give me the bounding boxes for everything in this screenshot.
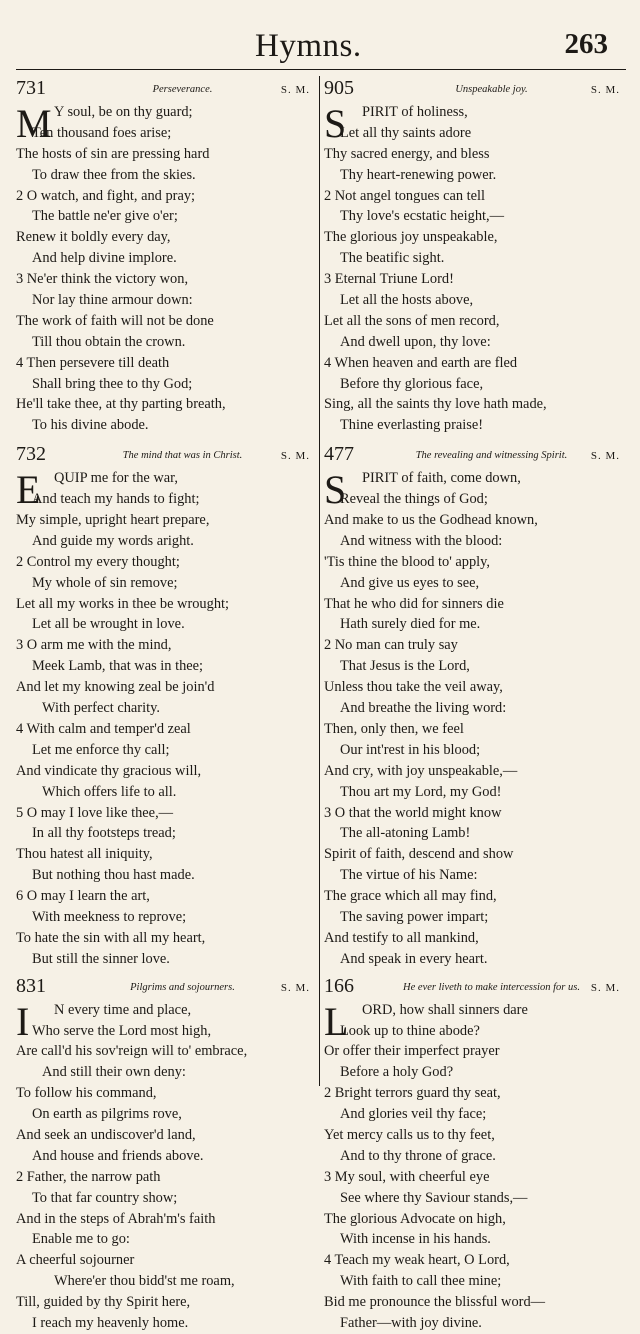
hymn-905 (324, 77, 624, 436)
hymn-line: Bid me pronounce the blissful word— (324, 1294, 546, 1311)
hymn-line: Before a holy God? (340, 1064, 454, 1081)
page-header (0, 28, 640, 68)
hymn-line: Let all my works in thee be wrought; (16, 595, 230, 612)
hymn-line: And glories veil thy face; (340, 1106, 487, 1123)
hymn-line: 5 O may I love like thee,— (16, 804, 174, 821)
hymn-line: 4 Then persevere till death (16, 354, 170, 371)
hymn-line: With incense in his hands. (340, 1231, 491, 1248)
first-line-rest: N every time and place, (54, 1001, 192, 1018)
hymn-number: 732 (16, 443, 46, 466)
hymn-line: Or offer their imperfect prayer (324, 1043, 500, 1060)
hymn-line: 3 Ne'er think the victory won, (16, 271, 189, 288)
hymn-line: The virtue of his Name: (340, 867, 478, 884)
hymn-line: Thou art my Lord, my God! (340, 783, 502, 800)
hymn-line: Nor lay thine armour down: (32, 292, 193, 309)
hymn-line: With meekness to reprove; (32, 908, 187, 925)
hymn-line: Hath surely died for me. (340, 616, 481, 633)
hymn-line: The saving power impart; (340, 908, 489, 925)
hymn-line: Let all thy saints adore (340, 124, 472, 141)
hymn-number: 477 (324, 443, 354, 466)
hymn-line: Who serve the Lord most high, (32, 1022, 212, 1039)
hymn-line: Sing, all the saints thy love hath made, (324, 396, 547, 413)
hymn-heading (324, 77, 624, 102)
hymn-heading (16, 443, 314, 468)
hymn-line: And house and friends above. (32, 1147, 204, 1164)
hymn-line: The beatific sight. (340, 250, 445, 267)
hymn-number: 731 (16, 77, 46, 99)
hymn-line: And make to us the Godhead known, (324, 512, 538, 529)
hymn-line: 3 O that the world might know (324, 804, 502, 821)
hymn-line: Till thou obtain the crown. (32, 333, 186, 350)
hymn-line: The battle ne'er give o'er; (32, 208, 178, 225)
hymn-line: 2 Not angel tongues can tell (324, 187, 486, 204)
hymn-line: Thine everlasting praise! (340, 417, 484, 434)
page-number: 263 (564, 28, 608, 60)
hymn-166 (324, 974, 624, 1334)
left-column (16, 77, 314, 1334)
hymn-line: 4 Teach my weak heart, O Lord, (324, 1252, 510, 1269)
hymn-line: To draw thee from the skies. (32, 166, 196, 183)
hymn-line: And to thy throne of grace. (340, 1147, 496, 1164)
hymn-subject: The mind that was in Christ. (122, 450, 243, 462)
hymn-line: The all-atoning Lamb! (340, 825, 471, 842)
hymn-line: 2 No man can truly say (324, 637, 458, 654)
hymn-heading (16, 77, 314, 102)
hymn-meter: S. M. (590, 84, 620, 96)
hymn-line: To that far country show; (32, 1189, 178, 1206)
hymn-line: Renew it boldly every day, (16, 229, 171, 246)
hymn-line: 4 When heaven and earth are fled (324, 354, 518, 371)
hymn-text (324, 468, 624, 969)
hymn-line: He'll take thee, at thy parting breath, (16, 396, 226, 413)
hymn-heading (16, 974, 314, 1000)
hymn-line: And breathe the living word: (340, 700, 507, 717)
hymn-line: 'Tis thine the blood to' apply, (324, 553, 491, 570)
hymn-line: The work of faith will not be done (16, 312, 214, 329)
hymn-line: Meek Lamb, that was in thee; (32, 658, 204, 675)
hymn-line: But nothing thou hast made. (32, 867, 195, 884)
hymn-732 (16, 443, 314, 969)
hymn-line: Let all the sons of men record, (324, 312, 500, 329)
hymn-heading (324, 443, 624, 468)
hymn-text (16, 468, 314, 969)
hymn-line: Thy heart-renewing power. (340, 166, 497, 183)
hymn-line: And vindicate thy gracious will, (16, 762, 202, 779)
hymn-line: 2 O watch, and fight, and pray; (16, 187, 196, 204)
hymn-line: On earth as pilgrims rove, (32, 1106, 182, 1123)
hymn-line: Thou hatest all iniquity, (16, 846, 153, 863)
hymn-line: But still the sinner love. (32, 950, 170, 967)
hymn-831 (16, 974, 314, 1334)
drop-cap: S (324, 467, 347, 513)
hymn-line: Till, guided by thy Spirit here, (16, 1294, 191, 1311)
hymn-line: 3 O arm me with the mind, (16, 637, 172, 654)
hymn-text (324, 102, 624, 436)
hymn-line: And cry, with joy unspeakable,— (324, 762, 518, 779)
hymn-line: And seek an undiscover'd land, (16, 1126, 196, 1143)
running-title: Hymns. (255, 28, 362, 64)
hymn-line: And help divine implore. (32, 250, 177, 267)
hymn-text (324, 1000, 624, 1334)
hymn-number: 905 (324, 77, 354, 99)
first-line-rest: QUIP me for the war, (54, 470, 178, 487)
hymn-line: Let all the hosts above, (340, 292, 474, 309)
hymn-subject: The revealing and witnessing Spirit. (415, 450, 568, 462)
hymn-line: And in the steps of Abrah'm's faith (16, 1210, 216, 1227)
hymn-meter: S. M. (280, 981, 310, 994)
first-line-rest: PIRIT of faith, come down, (362, 470, 521, 487)
hymn-line: 3 Eternal Triune Lord! (324, 271, 454, 288)
hymn-meter: S. M. (280, 84, 310, 96)
hymn-line: 6 O may I learn the art, (16, 888, 150, 905)
hymn-line: With faith to call thee mine; (340, 1273, 502, 1290)
hymn-line: Yet mercy calls us to thy feet, (324, 1126, 495, 1143)
column-divider (319, 76, 320, 1086)
hymn-line: 2 Control my every thought; (16, 553, 180, 570)
hymn-line: Which offers life to all. (42, 783, 177, 800)
hymn-line: To hate the sin with all my heart, (16, 929, 206, 946)
hymn-subject: Unspeakable joy. (455, 84, 528, 95)
hymn-line: And teach my hands to fight; (32, 491, 200, 508)
hymn-line: A cheerful sojourner (16, 1252, 135, 1269)
first-line-rest: Y soul, be on thy guard; (54, 104, 193, 120)
hymn-line: Where'er thou bidd'st me roam, (54, 1273, 235, 1290)
hymn-line: Reveal the things of God; (340, 491, 488, 508)
hymn-line: Are call'd his sov'reign will to' embrace, (16, 1043, 248, 1060)
hymn-line: And testify to all mankind, (324, 929, 479, 946)
hymn-line: My whole of sin remove; (32, 574, 178, 591)
hymn-line: The hosts of sin are pressing hard (16, 145, 210, 162)
hymn-line: 3 My soul, with cheerful eye (324, 1168, 490, 1185)
hymn-subject: Perseverance. (152, 84, 213, 95)
hymn-line: Enable me to go: (32, 1231, 130, 1248)
hymn-line: Thy love's ecstatic height,— (340, 208, 505, 225)
hymn-line: Ten thousand foes arise; (32, 124, 172, 141)
hymn-text (16, 1000, 314, 1334)
first-line-rest: PIRIT of holiness, (362, 104, 468, 120)
hymn-line: I reach my heavenly home. (32, 1314, 189, 1331)
hymn-line: Let all be wrought in love. (32, 616, 185, 633)
hymn-line: With perfect charity. (42, 700, 160, 717)
hymn-line: 4 With calm and temper'd zeal (16, 720, 191, 737)
hymn-line: And let my knowing zeal be join'd (16, 679, 215, 696)
hymn-line: Before thy glorious face, (340, 375, 484, 392)
hymn-meter: S. M. (590, 450, 620, 463)
drop-cap: M (16, 101, 52, 146)
hymn-subject: Pilgrims and sojourners. (130, 981, 235, 993)
hymn-477 (324, 443, 624, 969)
hymn-line: That he who did for sinners die (324, 595, 504, 612)
hymn-line: Unless thou take the veil away, (324, 679, 503, 696)
hymn-line: The glorious joy unspeakable, (324, 229, 498, 246)
hymn-line: That Jesus is the Lord, (340, 658, 470, 675)
hymn-number: 166 (324, 974, 354, 997)
hymn-line: And guide my words aright. (32, 532, 194, 549)
drop-cap: E (16, 467, 41, 513)
hymn-line: Shall bring thee to thy God; (32, 375, 193, 392)
first-line-rest: ORD, how shall sinners dare (362, 1001, 528, 1018)
hymn-line: See where thy Saviour stands,— (340, 1189, 528, 1206)
hymn-line: And witness with the blood: (340, 532, 503, 549)
hymn-number: 831 (16, 974, 46, 997)
hymn-line: The glorious Advocate on high, (324, 1210, 506, 1227)
hymn-line: Our int'rest in his blood; (340, 741, 481, 758)
hymn-line: Look up to thine abode? (340, 1022, 480, 1039)
hymn-meter: S. M. (590, 981, 620, 994)
drop-cap: S (324, 101, 347, 146)
hymn-line: 2 Father, the narrow path (16, 1168, 161, 1185)
hymn-heading (324, 974, 624, 1000)
hymn-731 (16, 77, 314, 436)
hymn-line: To follow his command, (16, 1085, 157, 1102)
hymn-line: And dwell upon, thy love: (340, 333, 491, 350)
hymn-meter: S. M. (280, 450, 310, 463)
right-column (324, 77, 624, 1334)
hymn-line: And speak in every heart. (340, 950, 488, 967)
hymn-line: To his divine abode. (32, 417, 149, 434)
hymn-line: In all thy footsteps tread; (32, 825, 176, 842)
drop-cap: I (16, 998, 30, 1044)
hymn-text (16, 102, 314, 436)
header-rule (16, 69, 626, 70)
hymn-line: And still their own deny: (42, 1064, 186, 1081)
drop-cap: L (324, 998, 349, 1044)
hymn-line: 2 Bright terrors guard thy seat, (324, 1085, 501, 1102)
hymn-line: Spirit of faith, descend and show (324, 846, 514, 863)
hymn-line: And give us eyes to see, (340, 574, 480, 591)
hymn-line: Thy sacred energy, and bless (324, 145, 490, 162)
hymn-subject: He ever liveth to make intercession for us. (403, 981, 580, 993)
hymn-line: Then, only then, we feel (324, 720, 464, 737)
hymn-line: My simple, upright heart prepare, (16, 512, 210, 529)
hymn-line: Let me enforce thy call; (32, 741, 170, 758)
hymn-line: The grace which all may find, (324, 888, 497, 905)
hymn-line: Father—with joy divine. (340, 1314, 482, 1331)
